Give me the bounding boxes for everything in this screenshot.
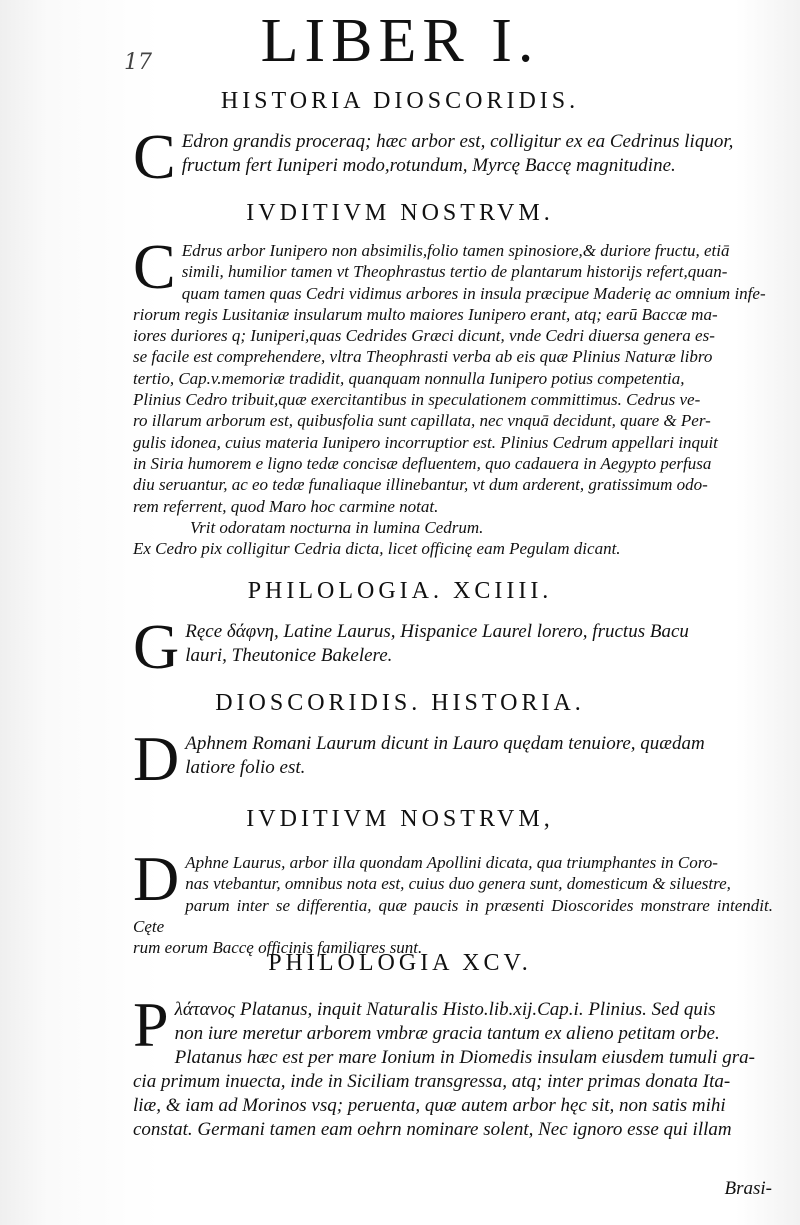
text-line: fructum fert Iuniperi modo,rotundum, Myrcę Baccę magnitudine. [181, 155, 676, 176]
drop-capital: P [133, 989, 169, 1060]
text-line: Edron grandis proceraq; hæc arbor est, colligitur ex ea Cedrinus liquor, [181, 131, 734, 152]
text-line: λάτανος Platanus, inquit Naturalis Histo.lib.xij.Cap.i. Plinius. Sed quis [174, 999, 716, 1020]
verse-quotation: Vrit odoratam nocturna in lumina Cedrum. [190, 518, 484, 537]
text-line: iores duriores q; Iuniperi,quas Cedrides Græci dicunt, vnde Cedri diuersa genera es- [133, 326, 715, 346]
text-line: Plinius Cedro tribuit,quæ exercitantibus in speculationem committimus. Cedrus ve- [133, 390, 701, 410]
text-line: Aphne Laurus, arbor illa quondam Apollini dicata, qua triumphantes in Coro- [185, 853, 718, 872]
text-line: nas vtebantur, omnibus nota est, cuius duo genera sunt, domesticum & siluestre, [185, 874, 731, 894]
text-line: quam tamen quas Cedri vidimus arbores in insula præcipue Maderię ac omnium infe- [181, 283, 766, 303]
text-line: rem referrent, quod Maro hoc carmine notat. [133, 496, 439, 516]
paragraph [133, 231, 773, 517]
text-line: lauri, Theutonice Bakelere. [185, 645, 393, 666]
text-line: ro illarum arborum est, quibusfolia sunt capillata, nec vnquā decidunt, quare & Per- [133, 411, 711, 431]
text-line: rum eorum Baccę officinis familiares sunt. [133, 938, 423, 958]
text-line: se facile est comprehendere, vltra Theophrasti verba ab eis quæ Plinius Naturæ libro [133, 347, 713, 367]
text-line: diu seruantur, ac eo tedæ funaliaque illinebantur, vt dum arderent, gratissimum odo- [133, 475, 708, 495]
catchword: Brasi- [724, 1178, 772, 1199]
text-line: Edrus arbor Iunipero non absimilis,folio tamen spinosiore,& duriore fructu, etiā [181, 241, 730, 260]
drop-capital: C [133, 231, 176, 302]
text-line: cia primum inuecta, inde in Siciliam transgressa, atq; inter primas donata Ita- [133, 1071, 731, 1092]
drop-capital: C [133, 121, 176, 192]
text-line: non iure meretur arborem vmbræ gracia tantum ex alieno petitam orbe. [174, 1023, 720, 1044]
paragraph [133, 121, 773, 192]
paragraph [133, 611, 773, 682]
paragraph [133, 843, 773, 958]
text-line: gulis idonea, cuius materia Iunipero incorruptior est. Plinius Cedrum appellari inquit [133, 432, 718, 452]
drop-capital: G [133, 611, 180, 682]
section-heading: IVDITIVM NOSTRVM. [246, 200, 554, 226]
section-heading: PHILOLOGIA. XCIIII. [247, 578, 553, 604]
text-line: constat. Germani tamen eam oehrn nominare solent, Nec ignoro esse qui illam [133, 1119, 732, 1140]
text-line: Ręce δάφνη, Latine Laurus, Hispanice Laurel lorero, fructus Bacu [185, 621, 689, 642]
section-heading: IVDITIVM NOSTRVM, [246, 806, 554, 832]
paragraph [133, 723, 773, 794]
drop-capital: D [133, 723, 180, 794]
closing-line: Ex Cedro pix colligitur Cedria dicta, licet officinę eam Pegulam dicant. [133, 539, 621, 558]
text-line: Platanus hæc est per mare Ionium in Diomedis insulam eiusdem tumuli gra- [174, 1047, 755, 1068]
text-line: latiore folio est. [185, 757, 306, 778]
text-line: liæ, & iam ad Morinos vsq; peruenta, quæ autem arbor hęc sit, non satis mihi [133, 1095, 726, 1116]
drop-capital: D [133, 843, 180, 914]
text-line: in Siria humorem e ligno tedæ concisæ defluentem, quo cadauera in Aegypto perfusa [133, 453, 712, 473]
text-line: simili, humilior tamen vt Theophrastus tertio de plantarum historijs refert,quan- [181, 262, 728, 282]
paragraph [133, 989, 773, 1142]
page-number: 17 [124, 50, 152, 75]
section-heading: DIOSCORIDIS. HISTORIA. [215, 690, 585, 716]
section-heading: HISTORIA DIOSCORIDIS. [220, 88, 580, 114]
section-heading: PHILOLOGIA XCV. [268, 950, 532, 976]
text-line: riorum regis Lusitaniæ insularum multo maiores Iunipero erant, atq; earū Baccæ ma- [133, 304, 718, 324]
text-line: tertio, Cap.v.memoriæ tradidit, quanquam nonnulla Iunipero potius competentia, [133, 368, 685, 388]
running-head: LIBER I. [260, 7, 540, 75]
text-line: parum inter se differentia, quæ paucis in præsenti Dioscorides monstrare intendit. Cęte [133, 895, 773, 936]
text-line: Aphnem Romani Laurum dicunt in Lauro quędam tenuiore, quædam [185, 733, 705, 754]
